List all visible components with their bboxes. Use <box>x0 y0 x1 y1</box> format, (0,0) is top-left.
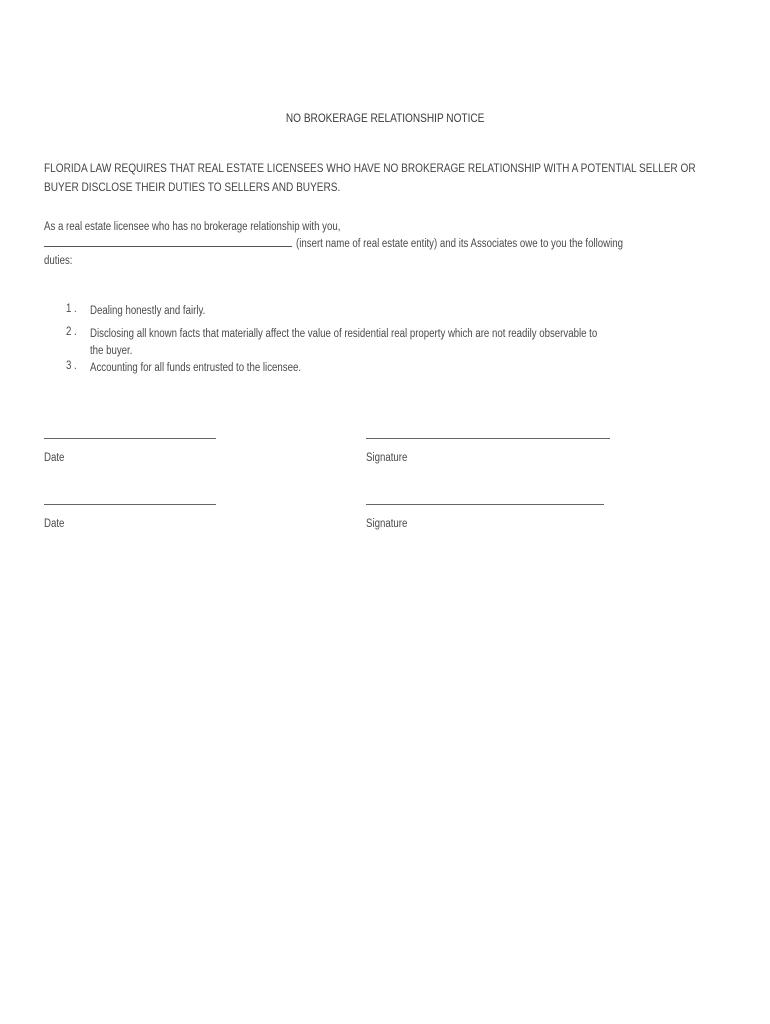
date-label-1: Date <box>44 452 65 464</box>
signature-line-1[interactable] <box>366 438 610 439</box>
date-label-2: Date <box>44 518 65 530</box>
law-statement-line-2: BUYER DISCLOSE THEIR DUTIES TO SELLERS AND BUYERS. <box>44 180 341 194</box>
duty-text-continued: the buyer. <box>90 345 133 357</box>
intro-paragraph <box>44 219 685 270</box>
duty-text: Dealing honestly and fairly. <box>90 305 206 317</box>
duty-number: 3 . <box>66 360 77 372</box>
duty-text: Disclosing all known facts that materially affect the value of residential real property which are not readily observable to <box>90 328 598 340</box>
entity-name-blank[interactable] <box>44 236 292 247</box>
duty-number: 1 . <box>66 303 77 315</box>
law-statement-line-1: FLORIDA LAW REQUIRES THAT REAL ESTATE LICENSEES WHO HAVE NO BROKERAGE RELATIONSHIP WITH A POTENTIAL SELLER OR <box>44 161 696 175</box>
intro-line-2: (insert name of real estate entity) and its Associates owe to you the following <box>296 238 624 250</box>
date-line-1[interactable] <box>44 438 216 439</box>
duty-text: Accounting for all funds entrusted to the licensee. <box>90 362 302 374</box>
duty-number: 2 . <box>66 326 77 338</box>
date-line-2[interactable] <box>44 504 216 505</box>
intro-line-1: As a real estate licensee who has no brokerage relationship with you, <box>44 221 341 233</box>
signature-label-1: Signature <box>366 452 408 464</box>
signature-label-2: Signature <box>366 518 408 530</box>
law-statement <box>44 159 770 197</box>
intro-line-3: duties: <box>44 255 73 267</box>
signature-line-2[interactable] <box>366 504 604 505</box>
document-title: NO BROKERAGE RELATIONSHIP NOTICE <box>285 111 485 125</box>
